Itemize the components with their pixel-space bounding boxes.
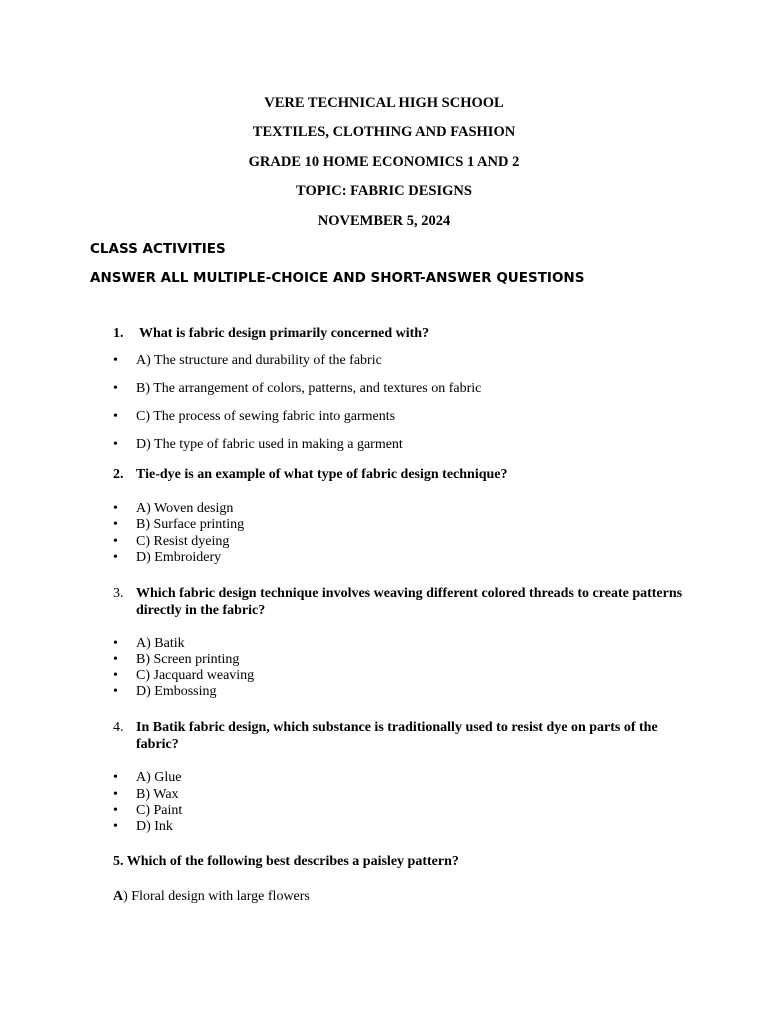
answer-text: ) Floral design with large flowers — [123, 889, 310, 904]
bullet-icon: • — [113, 534, 118, 549]
question-number: 4. — [113, 720, 124, 735]
section-instruction: ANSWER ALL MULTIPLE-CHOICE AND SHORT-ANSWER QUESTIONS — [90, 270, 585, 286]
bullet-icon: • — [113, 353, 118, 368]
question-2 — [113, 466, 693, 483]
bullet-icon: • — [113, 770, 118, 785]
bullet-icon: • — [113, 652, 118, 667]
date-line: NOVEMBER 5, 2024 — [317, 213, 451, 229]
grade-title: GRADE 10 HOME ECONOMICS 1 AND 2 — [248, 154, 520, 170]
bullet-icon: • — [113, 437, 118, 452]
school-name: VERE TECHNICAL HIGH SCHOOL — [264, 95, 504, 111]
bullet-icon: • — [113, 381, 118, 396]
question-text: Which fabric design technique involves weaving different colored threads to create patterns directly in the fabric? — [136, 586, 683, 618]
question-number: 2. — [113, 467, 124, 482]
bullet-icon: • — [113, 501, 118, 516]
document-page: VERE TECHNICAL HIGH SCHOOL TEXTILES, CLOTHING AND FASHION GRADE 10 HOME ECONOMICS 1 AND 2 TOPIC: FABRIC DESIGNS NOVEMBER 5, 2024 CLASS ACTIVITIES ANSWER ALL MULTIPLE-CHOICE AND SHORT-ANSWER QUESTIONS 1. What is fabric design primarily concerned with? • A) The structure and durability of the fabric • B) The arrangement of colors, patterns, and textures on fabric • C) The process of sewing fabric into garments • D) The type of fabric used in making a garment 2. Tie-dye is an example of what type of fabric design technique? • A) Woven design • B) Surface printing • C) Resist dyeing • D) Embroidery 3. Which fabric design technique involves weaving different colored threads to create patterns directly in the fabric? • A) Batik • B) Screen printing • C) Jacquard weaving • D) Embossing 4. In Batik fabric design, which substance is traditionally used to resist dye on parts of the fabric? • A) Glue • B) Wax • C) Paint • D) Ink 5. Which of the following best describes a paisley pattern? A) Floral design with large flowers — [0, 0, 768, 1024]
topic-title: TOPIC: FABRIC DESIGNS — [296, 183, 472, 199]
bullet-icon: • — [113, 550, 118, 565]
section-title: CLASS ACTIVITIES — [90, 241, 226, 257]
bullet-icon: • — [113, 517, 118, 532]
question-number: 1. — [113, 326, 124, 341]
answer-option-a — [113, 888, 310, 905]
question-4 — [113, 719, 693, 753]
question-text: In Batik fabric design, which substance is traditionally used to resist dye on parts of the fabric? — [136, 720, 658, 752]
question-1 — [113, 325, 693, 342]
question-text: Tie-dye is an example of what type of fabric design technique? — [136, 467, 508, 482]
question-3 — [113, 585, 693, 619]
bullet-icon: • — [113, 636, 118, 651]
answer-letter: A — [113, 889, 124, 904]
bullet-icon: • — [113, 803, 118, 818]
question-5: 5. Which of the following best describes a paisley pattern? — [113, 854, 459, 869]
subject-title: TEXTILES, CLOTHING AND FASHION — [252, 124, 516, 140]
bullet-icon: • — [113, 819, 118, 834]
bullet-icon: • — [113, 787, 118, 802]
question-number: 3. — [113, 586, 124, 601]
question-text: What is fabric design primarily concerned with? — [139, 326, 430, 341]
bullet-icon: • — [113, 668, 118, 683]
bullet-icon: • — [113, 409, 118, 424]
bullet-icon: • — [113, 684, 118, 699]
